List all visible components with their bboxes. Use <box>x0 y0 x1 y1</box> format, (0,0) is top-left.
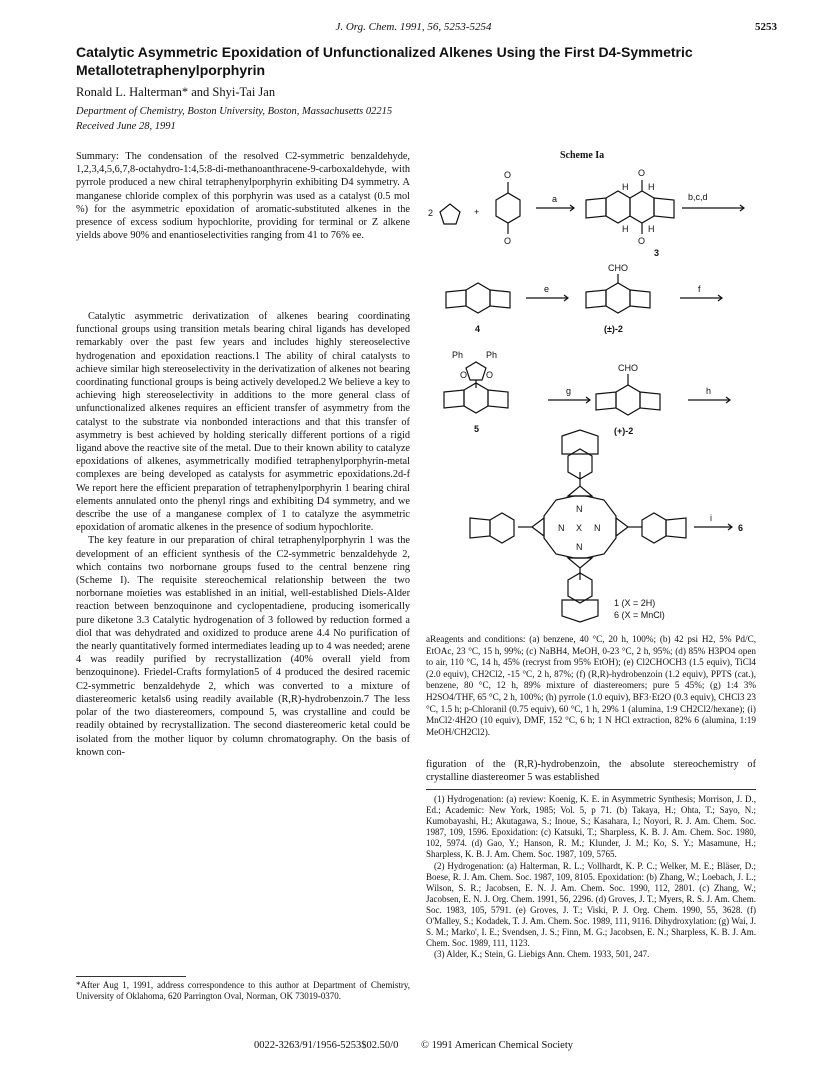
compound-label: (+)-2 <box>614 426 634 436</box>
oxygen-label: O <box>638 168 646 178</box>
nitrogen-label: N <box>576 504 583 514</box>
coefficient-label: 2 <box>428 208 434 218</box>
benzoquinone-ring <box>496 193 520 223</box>
scheme-diagram <box>426 160 756 632</box>
nitrogen-label: N <box>576 542 583 552</box>
dioxolane-ring <box>466 362 486 380</box>
step-label-bcd: b,c,d <box>688 192 708 202</box>
oxygen-label: O <box>486 370 494 380</box>
body-left-column <box>76 310 410 759</box>
reference-item: (1) Hydrogenation: (a) review: Koenig, K. E. in Asymmetric Synthesis; Morrison, J. D., Ed.; Academic: New York, 1985; Vol. 5, p 71. (b) Takaya, H.; Ohta, T.; Sayo, N.; Kumobayashi, H.; Akutagawa, S.; Inoue, S.; Kasahara, I.; Noyori, R. J. Am. Chem. Soc. 1987, 109, 1596. Epoxidation: (c) Katsuki, T.; Sharpless, K. B. J. Am. Chem. Soc. 1980, 102, 5974. (d) Gao, Y.; Hanson, R. M.; Klunder, J. M.; Ko, S. Y.; Masamune, H.; Sharpless, K. B. J. Am. Chem. Soc. 1987, 109, 5765. <box>426 794 756 860</box>
authors: Ronald L. Halterman* and Shyi-Tai Jan <box>76 85 276 99</box>
hydrogen-label: H <box>622 224 629 234</box>
hydrogen-label: H <box>648 182 655 192</box>
step-label-g: g <box>566 386 572 396</box>
page-footer <box>0 1040 827 1051</box>
affiliation: Department of Chemistry, Boston University, Boston, Massachusetts 02215 <box>76 106 393 117</box>
copyright: © 1991 American Chemical Society <box>420 1040 574 1051</box>
running-header: J. Org. Chem. 1991, 56, 5253-5254 <box>335 21 492 33</box>
article-title: Catalytic Asymmetric Epoxidation of Unfunctionalized Alkenes Using the First D4-Symmetric Metallotetraphenylporphyrin <box>76 44 693 78</box>
step-label-f: f <box>698 284 701 294</box>
body-right-column: figuration of the (R,R)-hydrobenzoin, the absolute stereochemistry of crystalline diastereomer 5 was established <box>426 759 756 784</box>
compound-label: 3 <box>654 248 660 258</box>
compound-label: (±)-2 <box>604 324 623 334</box>
author-footnote: *After Aug 1, 1991, address correspondence to this author at Department of Chemistry, University of Oklahoma, 620 Parrington Oval, Norman, OK 73019-0370. <box>76 980 410 1002</box>
compound-label: 4 <box>475 324 481 334</box>
cyclopentadiene-ring <box>440 204 460 224</box>
step-label-e: e <box>544 284 550 294</box>
formyl-label: CHO <box>618 363 638 373</box>
reference-item: (3) Alder, K.; Stein, G. Liebigs Ann. Chem. 1933, 501, 247. <box>434 949 650 960</box>
compound-label: 1 (X = 2H) <box>614 598 656 608</box>
plus-sign: + <box>474 207 480 217</box>
hydrogen-label: H <box>648 224 655 234</box>
hydrogen-label: H <box>622 182 629 192</box>
summary: Summary: The condensation of the resolved C2-symmetric benzaldehyde, 1,2,3,4,5,6,7,8-octahydro-1:4,5:8-di-methanoanthracene-9-carboxaldehyde, with pyrrole produced a new chiral tetraphenylporphyrin exhibiting D4 symmetry. A manganese chloride complex of this porphyrin was used as a catalyst (0.5 mol %) for the asymmetric epoxidation of aromatic-substituted alkenes in the presence of excess sodium hypochlorite, providing for terminal or Z alkene yields above 90% and enantioselectivities ranging from 41 to 76% ee. <box>76 151 410 242</box>
oxygen-label: O <box>638 236 646 246</box>
step-label-i: i <box>710 513 712 523</box>
step-label-a: a <box>552 194 558 204</box>
oxygen-label: O <box>460 370 468 380</box>
step-label-h: h <box>706 386 712 396</box>
scheme-footnote: aReagents and conditions: (a) benzene, 40 °C, 20 h, 100%; (b) 42 psi H2, 5% Pd/C, EtOAc, 23 °C, 15 h, 99%; (c) NaBH4, MeOH, 0-23 °C, 2 h, 95%; (d) 85% H3PO4 open to air, 110 °C, 14 h, 45% (recryst from 95% EtOH); (e) Cl2CHOCH3 (1.5 equiv), TiCl4 (2.0 equiv), CH2Cl2, -15 °C, 2 h, 87%; (f) (R,R)-hydrobenzoin (1.2 equiv), PPTS (cat.), benzene, 80 °C, 12 h, 89% mixture of diastereomers; pure 5 45%; (g) 1:4 3% H2SO4/THF, 65 °C, 2 h, 100%; (h) pyrrole (1.0 equiv), BF3·Et2O (0.3 equiv), CHCl3 23 °C, 1.5 h; p-Chloranil (0.75 equiv), 60 °C, 1 h, 29% 1 (alumina, 1:9 CH2Cl2/hexane); (i) MnCl2·4H2O (10 equiv), DMF, 152 °C, 6 h; 1 N HCl extraction, 82% 6 (alumina, 1:19 MeOH/CH2Cl2). <box>426 634 756 737</box>
reference-item: (2) Hydrogenation: (a) Halterman, R. L.; Vollhardt, K. P. C.; Welker, M. E.; Bläser, D.; Boese, R. J. Am. Chem. Soc. 1987, 109, 8105. Epoxidation: (b) Zhang, W.; Loebach, J. L.; Wilson, S. R.; Jacobsen, E. N. J. Am. Chem. Soc. 1990, 112, 2801. (c) Zhang, W.; Jacobsen, E. N. J. Org. Chem. 1991, 56, 2296. (d) Groves, J. T.; Myers, R. S. J. Am. Chem. Soc. 1983, 105, 5791. (e) Groves, J. T.; Viski, P. J. Org. Chem. 1990, 55, 3628. (f) O'Malley, S.; Kodadek, T. J. Am. Chem. Soc. 1989, 111, 9116. Dihydroxylation: (g) Wai, J. S. M.; Marko', I. E.; Svendsen, J. S.; Finn, M. G.; Jacobsen, E. N.; Sharpless, K. B. J. Am. Chem. Soc. 1989, 111, 1123. <box>426 860 756 949</box>
phenyl-label: Ph <box>452 350 464 360</box>
phenyl-label: Ph <box>486 350 498 360</box>
references <box>426 794 756 960</box>
nitrogen-label: N <box>558 523 565 533</box>
metal-label: X <box>576 523 583 533</box>
scheme-title: Scheme Ia <box>560 150 605 161</box>
nitrogen-label: N <box>594 523 601 533</box>
compound-label: 6 <box>738 523 744 533</box>
formyl-label: CHO <box>608 263 628 273</box>
page-number: 5253 <box>755 21 777 33</box>
footnote-rule <box>76 976 186 977</box>
paragraph: Catalytic asymmetric derivatization of alkenes bearing coordinating functional groups using transition metals bearing chiral ligands has developed remarkably over the past few years and includes highly stereoselective hydrogenation and epoxidation reactions.1 The ability of chiral catalysts to achieve similar high stereoselectivity in the derivatization of alkenes not bearing coordinating functional groups is being actively developed.2 We believe a key to achieving high stereoselectivity in additions to the more general class of unfunctionalized alkenes requires an efficient transfer of asymmetry from the catalyst to the substrate via nonbonded interactions and that this transfer of asymmetry is best achieved by holding sterically different portions of a rigid ligand above the reactive site of the metal. Due to their known ability to catalyze epoxidations of alkenes, asymmetrically modified tetraphenylporphyrin-metal complexes are being developed as catalysts for asymmetric epoxidations.2d-f We report here the efficient preparation of tetraphenylporphyrin 1 bearing chiral elements annulated onto the phenyl rings and exhibiting D4 symmetry, and we describe the use of a manganese complex of 1 to catalyze the asymmetric epoxidation of aromatic alkenes in the presence of sodium hypochlorite. <box>76 311 410 534</box>
compound-label: 6 (X = MnCl) <box>614 610 665 620</box>
compound-label: 5 <box>474 424 480 434</box>
oxygen-label: O <box>504 170 512 180</box>
references-rule <box>426 789 756 790</box>
paragraph: The key feature in our preparation of chiral tetraphenylporphyrin 1 was the development of an efficient synthesis of the C2-symmetric benzaldehyde 2, which contains two norbornane groups fused to the central benzene ring (Scheme I). The requisite stereochemical relationship between the two norbornane moieties was established in an initial, well-established Diels-Alder reaction between benzoquinone and cyclopentadiene, producing isomerically pure diketone 3.3 Catalytic hydrogenation of 3 followed by reduction formed a diol that was dehydrated and oxidized to produce arene 4.4 No purification of the nearly quantitatively formed intermediates leading up to 4 was needed; arene 4 was readily purified by recrystallization (40% overall yield from benzoquinone). Friedel-Crafts formylation5 of 4 produced the desired racemic C2-symmetric benzaldehyde 2, which was converted to a mixture of diastereomeric ketals6 using readily available (R,R)-hydrobenzoin.7 The less polar of the two diastereomers, compound 5, was crystalline and could be readily obtained by recrystallization. The second diastereomeric ketal could be isolated from the mother liquor by column chromatography. On the basis of known con- <box>76 535 410 758</box>
article-code: 0022-3263/91/1956-5253$02.50/0 <box>253 1040 399 1051</box>
received-date: Received June 28, 1991 <box>76 121 176 132</box>
oxygen-label: O <box>504 236 512 246</box>
